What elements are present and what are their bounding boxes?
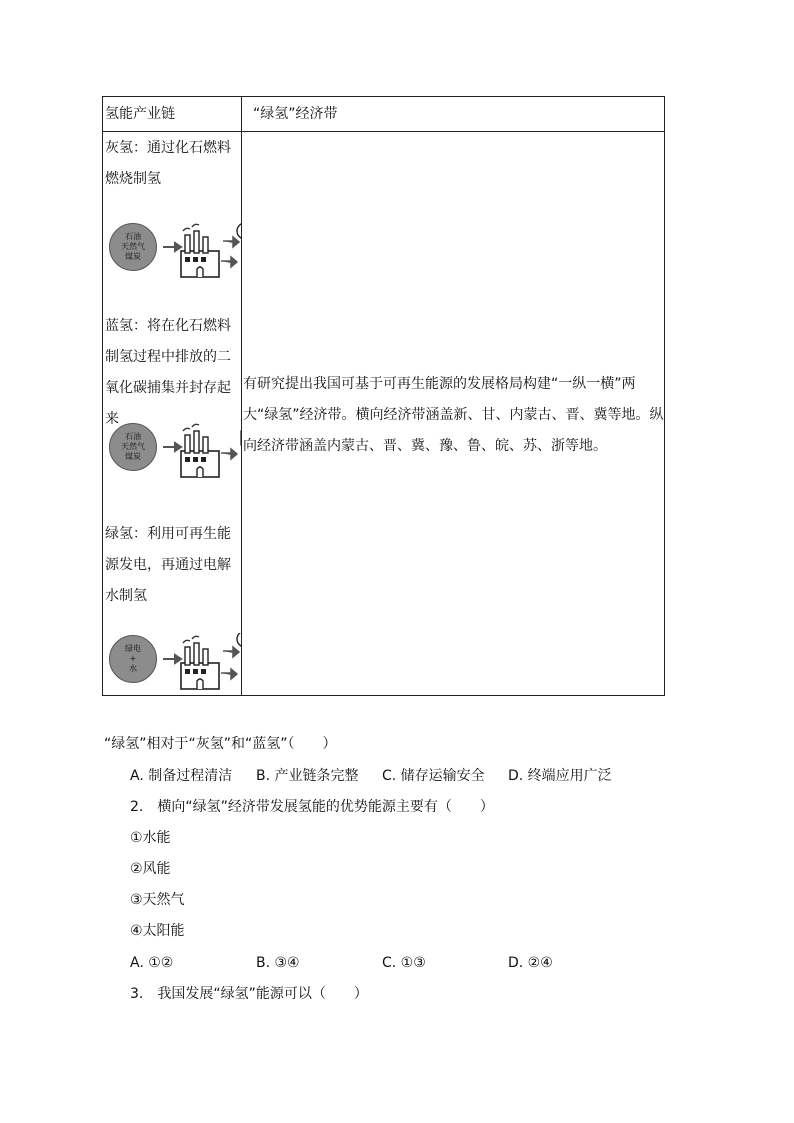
fossil-source-circle: 石油 天然气 煤炭 — [109, 423, 157, 471]
factory-icon — [159, 421, 241, 481]
green-belt-description: 有研究提出我国可基于可再生能源的发展格局构建“一纵一横”两大“绿氢”经济带。横向经济带涵盖新、甘、内蒙古、晋、冀等地。纵向经济带涵盖内蒙古、晋、冀、豫、鲁、皖、苏、浙等地。 — [243, 376, 664, 454]
factory-icon — [159, 221, 241, 281]
q2-item-4: ④太阳能 — [130, 923, 185, 939]
q2-item-3: ③天然气 — [130, 892, 185, 908]
header-green-belt: “绿氢”经济带 — [253, 106, 338, 122]
q1-option-b: B. 产业链条完整 — [256, 768, 359, 784]
q2-option-a: A. ①② — [130, 955, 174, 971]
green-hydrogen-text: 绿氢：利用可再生能源发电，再通过电解水制氢 — [105, 526, 231, 604]
q1-option-d: D. 终端应用广泛 — [508, 768, 612, 784]
gray-hydrogen-text: 灰氢：通过化石燃料燃烧制氢 — [105, 140, 231, 187]
blue-hydrogen-diagram — [107, 421, 241, 481]
fossil-source-circle: 石油 天然气 煤炭 — [109, 223, 157, 271]
q2-item-1: ①水能 — [130, 830, 171, 846]
hydrogen-chain-cell — [103, 131, 241, 695]
q2-item-2: ②风能 — [130, 861, 171, 877]
q2-option-c: C. ①③ — [382, 955, 426, 971]
green-source-circle: 绿电 + 水 — [109, 635, 157, 683]
gray-hydrogen-diagram — [107, 221, 241, 281]
q2-option-d: D. ②④ — [508, 955, 553, 971]
q1-option-c: C. 储存运输安全 — [382, 768, 485, 784]
blue-hydrogen-text: 蓝氢：将在化石燃料制氢过程中排放的二氧化碳捕集并封存起来 — [105, 318, 231, 427]
table-header-row — [103, 97, 664, 132]
question-3-stem: 3. 我国发展“绿氢”能源可以（ ） — [130, 986, 368, 1002]
factory-icon — [159, 633, 241, 693]
question-2-stem: 2. 横向“绿氢”经济带发展氢能的优势能源主要有（ ） — [130, 799, 494, 815]
green-hydrogen-diagram — [107, 633, 241, 693]
q2-option-b: B. ③④ — [256, 955, 300, 971]
hydrogen-table — [102, 96, 665, 696]
column-divider — [241, 97, 242, 695]
header-hydrogen-chain: 氢能产业链 — [105, 106, 175, 122]
question-1-stem: “绿氢”相对于“灰氢”和“蓝氢”（ ） — [104, 736, 337, 752]
q1-option-a: A. 制备过程清洁 — [130, 768, 233, 784]
